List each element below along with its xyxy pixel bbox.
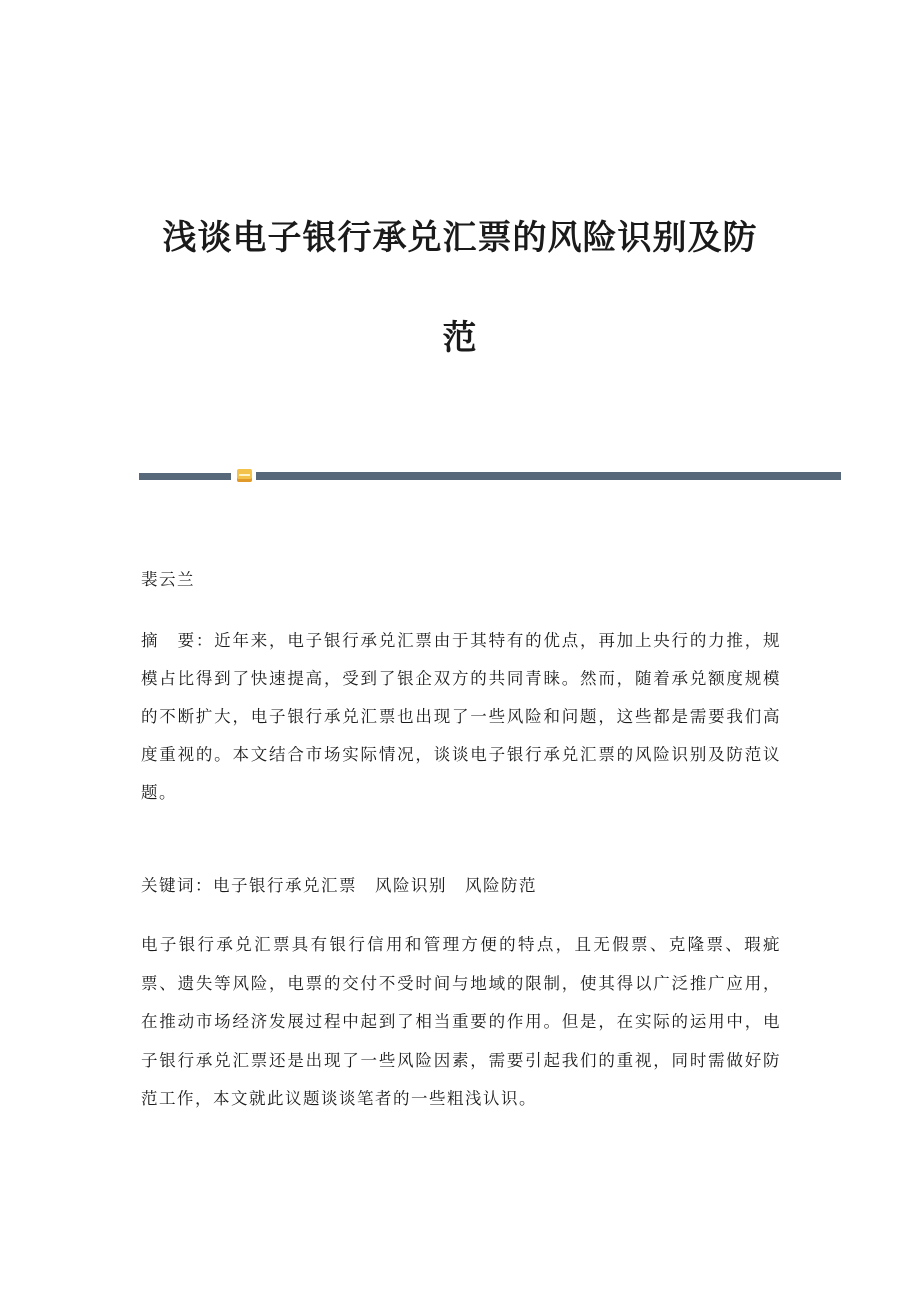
body-paragraph: 电子银行承兑汇票具有银行信用和管理方便的特点，且无假票、克隆票、瑕疵票、遗失等风险，电票的交付不受时间与地域的限制，使其得以广泛推广应用，在推动市场经济发展过程中起到了相当重要的作用。但是，在实际的运用中，电子银行承兑汇票还是出现了一些风险因素，需要引起我们的重视，同时需做好防范工作，本文就此议题谈谈笔者的一些粗浅认识。: [141, 935, 781, 1108]
divider-bar-left: [139, 473, 231, 480]
divider-emblem-icon: [237, 469, 252, 482]
keywords-line: 关键词：电子银行承兑汇票 风险识别 风险防范: [141, 876, 537, 895]
title-divider: [139, 469, 841, 483]
abstract-paragraph: 摘 要：近年来，电子银行承兑汇票由于其特有的优点，再加上央行的力推，规模占比得到了快速提高，受到了银企双方的共同青睐。然而，随着承兑额度规模的不断扩大，电子银行承兑汇票也出现了一些风险和问题，这些都是需要我们高度重视的。本文结合市场实际情况，谈谈电子银行承兑汇票的风险识别及防范议题。: [141, 631, 781, 802]
author-name: 裴云兰: [141, 570, 195, 589]
document-title-line-2: 范: [442, 318, 478, 358]
divider-bar-right: [256, 472, 841, 480]
document-title-line-1: 浅谈电子银行承兑汇票的风险识别及防: [162, 218, 758, 258]
